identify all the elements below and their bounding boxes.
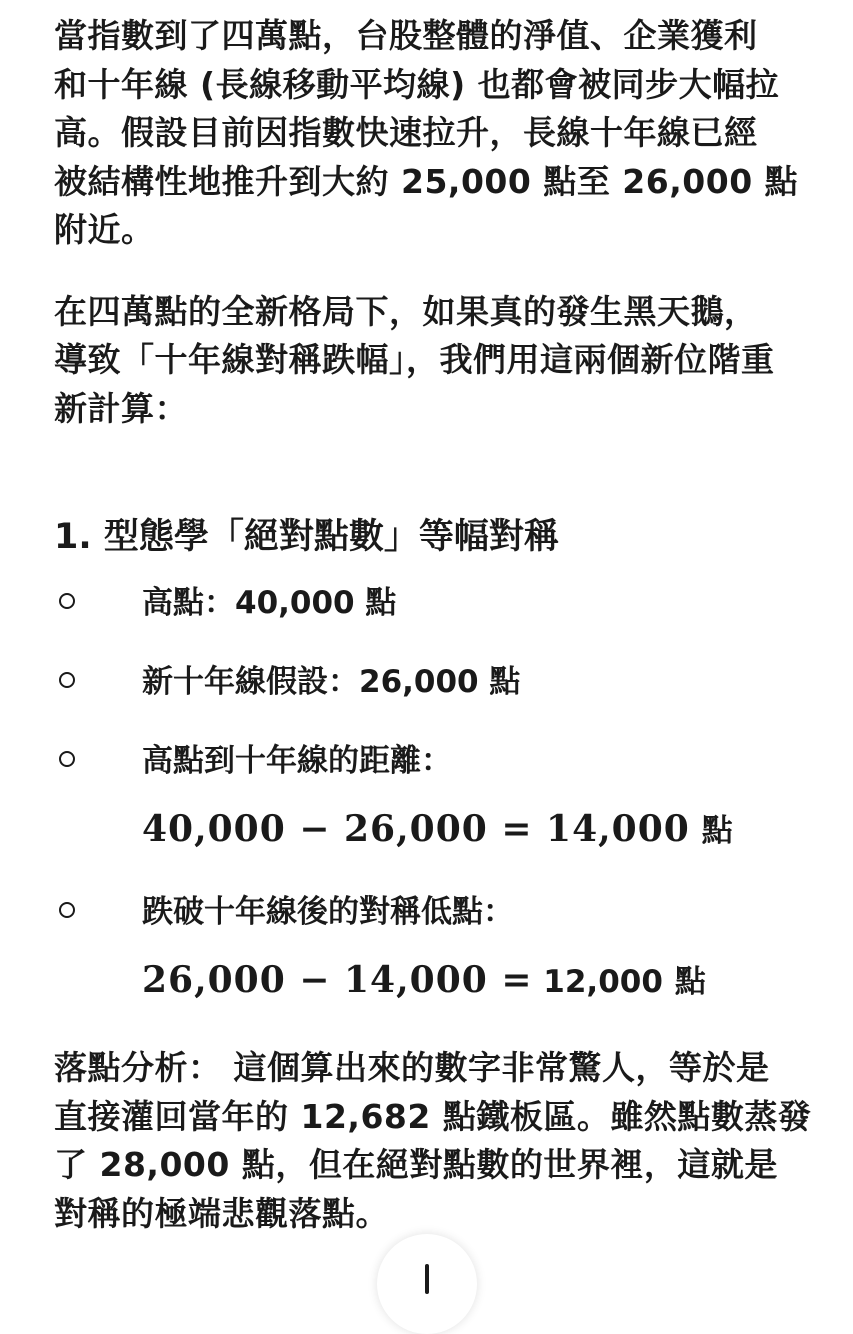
bullet-label: 高點：40,000 點 xyxy=(142,585,397,621)
paragraph-intro xyxy=(54,12,814,255)
text-line: 新計算： xyxy=(54,388,188,428)
circle-bullet-icon xyxy=(59,593,75,609)
text-line: 導致「十年線對稱跌幅」，我們用這兩個新位階重 xyxy=(54,340,775,379)
bullet-label: 新十年線假設：26,000 點 xyxy=(142,664,521,700)
formula-expression: 26,000 − 14,000 = xyxy=(142,959,533,1001)
list-item xyxy=(54,739,814,855)
formula-unit: 點 xyxy=(674,964,706,1000)
text-line: 被結構性地推升到大約 25,000 點至 26,000 點 xyxy=(54,161,799,201)
list-item xyxy=(54,660,814,704)
math-formula xyxy=(142,805,814,855)
math-formula xyxy=(142,956,814,1006)
bullet-label: 跌破十年線後的對稱低點： xyxy=(142,894,514,930)
text-line: 落點分析： 這個算出來的數字非常驚人，等於是 xyxy=(54,1048,770,1087)
text-line: 高。假設目前因指數快速拉升，長線十年線已經 xyxy=(54,113,758,152)
paragraph-scenario xyxy=(54,288,814,434)
text-line: 在四萬點的全新格局下，如果真的發生黑天鵝， xyxy=(54,291,758,331)
bullet-list xyxy=(54,581,814,1006)
circle-bullet-icon xyxy=(59,902,75,918)
paragraph-analysis xyxy=(54,1044,814,1238)
bullet-label: 高點到十年線的距離： xyxy=(142,743,452,779)
article-content xyxy=(54,12,814,1238)
scroll-to-bottom-button[interactable] xyxy=(377,1234,477,1334)
text-line: 和十年線 (長線移動平均線) 也都會被同步大幅拉 xyxy=(54,64,780,104)
circle-bullet-icon xyxy=(59,751,75,767)
list-item xyxy=(54,890,814,1006)
list-item xyxy=(54,581,814,625)
text-line: 對稱的極端悲觀落點。 xyxy=(54,1193,389,1233)
text-line: 直接灌回當年的 12,682 點鐵板區。雖然點數蒸發 xyxy=(54,1096,812,1136)
text-line: 當指數到了四萬點，台股整體的淨值、企業獲利 xyxy=(54,16,758,55)
text-line: 了 28,000 點，但在絕對點數的世界裡，這就是 xyxy=(54,1145,778,1184)
arrow-down-icon xyxy=(425,1264,429,1294)
section-heading: 1. 型態學「絕對點數」等幅對稱 xyxy=(54,517,559,557)
formula-result: 12,000 xyxy=(532,964,663,1000)
text-line: 附近。 xyxy=(54,210,155,249)
formula-expression: 40,000 − 26,000 = 14,000 xyxy=(142,808,690,850)
circle-bullet-icon xyxy=(59,672,75,688)
formula-unit: 點 xyxy=(701,813,733,849)
